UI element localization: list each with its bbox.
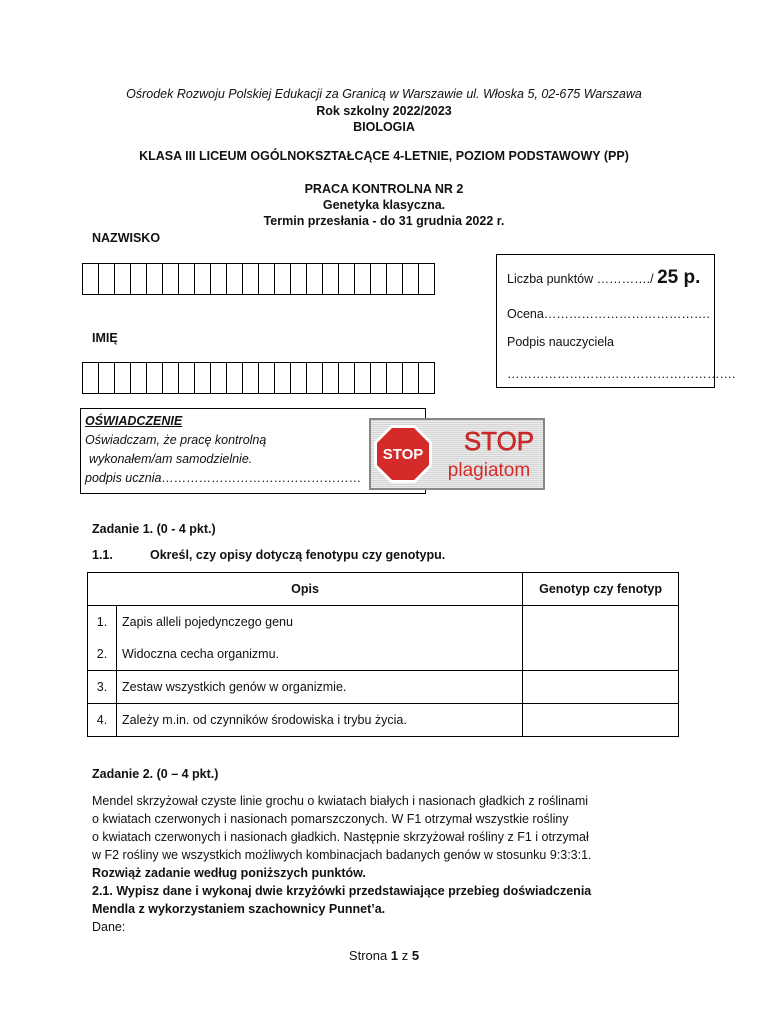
- table-row: [88, 704, 679, 737]
- teacher-signature-line: ……………………………………………….: [507, 367, 736, 381]
- class-line: KLASA III LICEUM OGÓLNOKSZTAŁCĄCE 4-LETNIE, POZIOM PODSTAWOWY (PP): [139, 149, 629, 163]
- surname-label: NAZWISKO: [92, 231, 161, 245]
- institution-line: Ośrodek Rozwoju Polskiej Edukacji za Granicą w Warszawie ul. Włoska 5, 02-675 Warszawa: [126, 87, 642, 101]
- page-word: Strona: [348, 948, 388, 963]
- task2-line-1: Mendel skrzyżował czyste linie grochu o kwiatach białych i nasionach gładkich z roślinami: [92, 794, 589, 808]
- score-box: [496, 254, 736, 388]
- school-year: Rok szkolny 2022/2023: [316, 104, 452, 118]
- task2-sub1-line-1: 2.1. Wypisz dane i wykonaj dwie krzyżówki przedstawiające przebieg doświadczenia: [92, 884, 592, 898]
- task2-instruction: Rozwiąż zadanie według poniższych punktów.: [92, 866, 366, 880]
- column-header-answer: Genotyp czy fenotyp: [523, 573, 679, 606]
- row-number: 1.: [88, 606, 117, 639]
- stop-plagiarism-logo: [369, 418, 545, 490]
- topic: Genetyka klasyczna.: [322, 198, 446, 212]
- statement-line-1: Oświadczam, że pracę kontrolną: [85, 433, 267, 447]
- points-label: Liczba punktów …………./: [507, 272, 654, 286]
- task2-line-4: w F2 rośliny we wszystkich możliwych kombinacjach badanych genów w stosunku 9:3:3:1.: [92, 848, 592, 862]
- row-number: 2.: [88, 638, 117, 671]
- task1-sub-text: Określ, czy opisy dotyczą fenotypu czy genotypu.: [150, 548, 446, 562]
- row-number: 3.: [88, 671, 117, 704]
- task2-given-label: Dane:: [92, 920, 126, 934]
- points-max: 25 p.: [657, 267, 701, 288]
- answer-cell-1-2[interactable]: [523, 606, 679, 671]
- row-text: Zapis alleli pojedynczego genu: [117, 606, 523, 639]
- stop-sign-text: STOP: [382, 446, 424, 463]
- row-text: Zestaw wszystkich genów w organizmie.: [117, 671, 523, 704]
- task2-sub1-line-2: Mendla z wykorzystaniem szachownicy Punnet’a.: [92, 902, 386, 916]
- statement-title: OŚWIADCZENIE: [85, 414, 183, 428]
- subject-title: BIOLOGIA: [353, 120, 415, 134]
- stop-word: STOP: [463, 426, 535, 456]
- current-page: 1: [390, 948, 399, 963]
- row-text: Zależy m.in. od czynników środowiska i trybu życia.: [117, 704, 523, 737]
- answer-cell-3[interactable]: [523, 671, 679, 704]
- row-number: 4.: [88, 704, 117, 737]
- surname-boxes[interactable]: [82, 263, 434, 295]
- task2-line-3: o kwiatach czerwonych i nasionach gładkich. Następnie skrzyżował rośliny z F1 i otrzymał: [92, 830, 589, 844]
- plagiatom-word: plagiatom: [447, 460, 531, 481]
- table-row: [88, 606, 679, 639]
- student-signature-line: podpis ucznia…………………………………………: [85, 471, 362, 485]
- task1-sub-number: 1.1.: [92, 548, 113, 562]
- row-text: Widoczna cecha organizmu.: [117, 638, 523, 671]
- column-header-desc: Opis: [88, 573, 523, 606]
- grade-label: Ocena………………………………….: [507, 307, 710, 321]
- answer-cell-4[interactable]: [523, 704, 679, 737]
- name-boxes[interactable]: [82, 362, 434, 394]
- task2-title: Zadanie 2. (0 – 4 pkt.): [92, 767, 219, 781]
- task1-title: Zadanie 1. (0 - 4 pkt.): [92, 522, 216, 536]
- table-row: [88, 671, 679, 704]
- task2-line-2: o kwiatach czerwonych i nasionach pomarszczonych. W F1 otrzymał wszystkie rośliny: [92, 812, 569, 826]
- statement-line-2: wykonałem/am samodzielnie.: [89, 452, 253, 466]
- task2-body: [92, 792, 692, 936]
- teacher-signature-label: Podpis nauczyciela: [507, 335, 615, 349]
- stop-sign-icon: [371, 420, 543, 488]
- task1-table: [87, 572, 679, 737]
- total-pages: 5: [411, 948, 420, 963]
- deadline: Termin przesłania - do 31 grudnia 2022 r.: [263, 214, 505, 228]
- work-title: PRACA KONTROLNA NR 2: [304, 182, 464, 196]
- table-header-row: [88, 573, 679, 606]
- page-number: [0, 948, 768, 963]
- of-word: z: [401, 948, 409, 963]
- name-label: IMIĘ: [92, 331, 118, 345]
